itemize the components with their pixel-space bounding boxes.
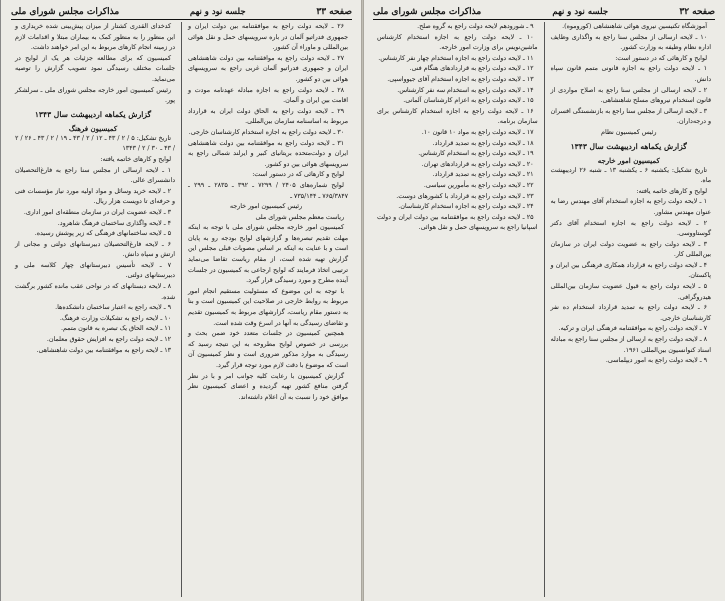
paragraph: ۲۳ ـ لایحه دولت راجع به قرارداد با کشورهای دوست. (396, 192, 534, 200)
publication-title: مذاکرات مجلس شورای ملی (373, 6, 482, 17)
paragraph: ۳ ـ لایحه دولت راجع به عضویت دولت ایران در سازمان بین‌المللی کار. (550, 240, 711, 259)
paragraph: ۱۸ ـ لایحه دولت راجع به تمدید قرارداد. (432, 139, 534, 147)
column-divider (181, 22, 182, 597)
paragraph: ۱۹ ـ لایحه دولت راجع به استخدام کارشناس. (418, 150, 534, 158)
paragraph: ۲ ـ لایحه دولت راجع به اجازه استخدام آقای دکتر گوستاووسی. (550, 219, 711, 238)
session-label: جلسه نود و نهم (552, 6, 609, 17)
paragraph: لوایح شماره‌های ۲۴۰۵ / ۷۲۹۹ ـ ۳۹۲ ـ ۲۸۳۵ ـ ۲۹۹ ـ ۷۶۵/۳۸۴۷ ـ ۷۳۵/۱۴۴ ـ (188, 181, 348, 200)
paragraph: کمیسیون امور خارجه مجلس شورای ملی با توجه به اینکه مهلت تقدیم تبصره‌ها و گزارشهای لوایح بودجه رو به پایان است و با عنایت به اینکه بر اساس مصوبات قبلی مجلس این گزارش تهیه شده است، از مقام ریاست تقاضا می‌نماید ترتیبی اتخاذ فرمایند که لوایح ارجاعی به کمیسیون در جلسات آینده مطرح و مورد رسیدگی قرار گیرد. (188, 224, 348, 285)
column-left (11, 22, 179, 597)
paragraph: ۲۶ ـ لایحه دولت راجع به موافقتنامه بین دولت ایران و جمهوری فدراتیو آلمان در باره سرویسهای حمل و نقل هوائی بین‌المللی و ماوراء آن کشور. (188, 23, 348, 52)
paragraph: ۱ ـ لایحه ارسالی از مجلس سنا راجع به فارغ‌التحصیلان دانشسرای عالی. (15, 166, 175, 185)
paragraph: ۱ ـ لایحه دولت راجع به اجازه قانونی متمم قانون سپاه دانش. (550, 65, 711, 83)
paragraph: گزارش کمیسیون با رعایت کلیه جوانب امر و با در نظر گرفتن منافع کشور تهیه گردیده و اعضای کمیسیون نظر موافق خود را نسبت به آن اعلام داشته‌اند. (188, 372, 348, 401)
paragraph: کدخدای القدری کشتار از میزان پیش‌بینی شده خریداری و این منظور را به منظور کمک به بیماران مبتلا و اقدامات لازم در زمینه انجام کارهای مربوط به این امر خواهند داشت. (15, 23, 175, 52)
paragraph: ۴ ـ لایحه دولت راجع به قرارداد همکاری فرهنگی بین ایران و پاکستان. (550, 261, 711, 280)
paragraph: ۸ ـ لایحه دولت راجع به ارسالی از مجلس سنا راجع به مبادله اسناد کنوانسیون بین‌المللی ۱۹۶۱. (550, 336, 711, 354)
paragraph: ۱۱ ـ لایحه دولت راجع به اجازه استخدام چهار نفر کارشناس. (378, 54, 534, 62)
paragraph: ۵ ـ لایحه دولت راجع به قبول عضویت سازمان بین‌المللی هیدروگرافی. (550, 283, 711, 301)
paragraph: ۱۷ ـ لایحه دولت راجع به مواد ۱۰ قانون ۱۰. (421, 128, 534, 136)
paragraph: ۴ ـ لایحه واگذاری ساختمان فرهنگ شاهرود. (57, 219, 171, 227)
paragraph: ۹ ـ لایحه راجع به اعتبار ساختمان دانشکده‌ها. (55, 304, 171, 312)
paragraph: ۲ ـ لایحه ارسالی از مجلس سنا راجع به اصلاح مواردی از قانون استخدام نیروهای مسلح شاهنشاهی. (550, 86, 711, 105)
paragraph: ۳۱ ـ لایحه دولت راجع به موافقتنامه بین دولت شاهنشاهی ایران و دولت‌متحده بریتانیای کبیر و ایرلند شمالی راجع به سرویسهای هوائی بین دو کشور. (188, 139, 348, 168)
column-left (373, 22, 542, 597)
paragraph: ۱۲ ـ لایحه دولت راجع به افزایش حقوق معلمان. (46, 336, 171, 344)
paragraph: لوایح و کارهای خاتمه یافته: (100, 155, 171, 163)
publication-title: مذاکرات مجلس شورای ملی (11, 6, 120, 17)
paragraph: لوایح و کارهائی که در دستور است: (252, 171, 344, 179)
paragraph: ۲۵ ـ لایحه دولت راجع به موافقتنامه بین دولت ایران و دولت اسپانیا راجع به سرویسهای حمل و نقل هوائی. (377, 213, 538, 232)
page-header (11, 6, 352, 20)
paragraph: ۱۳ ـ لایحه راجع به موافقتنامه بین دولت شاهنشاهی. (36, 346, 171, 354)
paragraph: ۳ ـ لایحه ارسالی از مجلس سنا راجع به بازنشستگی افسران و درجه‌داران. (550, 107, 711, 126)
right-page (363, 0, 725, 601)
paragraph: ۳۰ ـ لایحه دولت راجع به اجازه استخدام کارشناسان خارجی. (188, 128, 344, 136)
paragraph: ۳ ـ لایحه عضویت ایران در سازمان منطقه‌ای امور اداری. (23, 208, 171, 216)
paragraph: ۹ ـ شورودهم لایحه دولت راجع به گروه صلح. (417, 23, 534, 30)
paragraph: با توجه به این موضوع که مسئولیت مستقیم انجام امور مربوط به روابط خارجی در صلاحیت این کمیسیون است و بنا به دستور مقام ریاست، گزارشهای مربوط به کمیسیون تقدیم و تقاضای رسیدگی به آنها در اسرع وقت شده است. (188, 287, 348, 327)
paragraph: ۷ ـ لایحه دولت راجع به موافقتنامه فرهنگی ایران و ترکیه. (558, 325, 707, 333)
paragraph: ۲۸ ـ لایحه دولت راجع به اجازه مبادله عهدنامه مودت و اقامت بین ایران و آلمان. (188, 86, 348, 105)
paragraph: ۲۰ ـ لایحه دولت راجع به قراردادهای تهران. (421, 160, 534, 168)
paragraph: ۸ ـ لایحه دبستانهای که در نواحی عقب مانده کشور برگشت شده. (15, 283, 175, 301)
paragraph: آموزشگاه تکنیسین نیروی هوائی شاهنشاهی (کوروموه). (562, 23, 707, 30)
column-right (547, 22, 716, 597)
paragraph: ۱۰ ـ لایحه راجع به تشکیلات وزارت فرهنگ. (59, 314, 171, 322)
paragraph: ۶ ـ لایحه دولت راجع به تمدید قرارداد استخدام ده نفر کارشناسان خارجی. (550, 304, 711, 322)
page-header (373, 6, 715, 20)
paragraph: رئیس کمیسیون امور خارجه مجلس شورای ملی ـ سرلشکر پور. (15, 86, 175, 105)
paragraph: ۶ ـ لایحه فارغ‌التحصیلان دبیرستانهای دولتی و مجانی از ارتش و سپاه دانش. (15, 240, 175, 259)
text-columns (373, 22, 715, 597)
page-number: صفحه ۳۳ (316, 6, 352, 17)
paragraph: ۱۰ ـ لایحه دولت راجع به اجازه استخدام کارشناس ماشین‌نویس برای وزارت امور خارجه. (377, 33, 538, 52)
paragraph: ۲۴ ـ لایحه دولت راجع به اجازه استخدام کارشناسان. (398, 203, 534, 211)
paragraph: ۱ ـ لایحه دولت راجع به اجازه استخدام آقای مهندس رضا به عنوان مهندس مشاور. (550, 198, 711, 216)
paragraph: ۹ ـ لایحه دولت راجع به امور دیپلماسی. (605, 357, 707, 365)
column-divider (544, 22, 545, 597)
section-subheading: کمیسیون امور خارجه (597, 155, 660, 165)
paragraph: ۱۶ ـ لایحه دولت راجع به اجازه استخدام کارشناس برای سازمان برنامه. (377, 107, 538, 126)
paragraph: ۱۴ ـ لایحه دولت راجع به استخدام سه نفر کارشناس. (397, 86, 534, 94)
paragraph: ۲۹ ـ لایحه دولت راجع به الحاق دولت ایران به قرارداد مربوط به اساسنامه سازمان بین‌المللی. (188, 107, 348, 126)
section-heading: گزارش یکماهه اردیبهشت سال ۱۳۴۳ (34, 109, 152, 119)
paragraph: ۲۱ ـ لایحه دولت راجع به تمدید قرارداد. (432, 171, 534, 179)
paragraph: ۲۷ ـ لایحه دولت راجع به موافقتنامه بین دولت شاهنشاهی ایران و جمهوری فدراتیو آلمان غربی راجع به سرویسهای هوائی بین دو کشور. (188, 54, 348, 83)
text-columns (11, 22, 352, 597)
paragraph: ۵ ـ لایحه ساختمانهای فرهنگی که زیر پوشش رسیده. (34, 230, 171, 238)
column-right (184, 22, 352, 597)
paragraph: ریاست معظم مجلس شورای ملی (255, 213, 344, 221)
paragraph: ۱۵ ـ لایحه دولت راجع به اعزام کارشناسان آلمانی. (403, 97, 534, 105)
paragraph: ۱۳ ـ لایحه دولت راجع به اجازه استخدام آقای جیوواسپی. (387, 75, 534, 83)
paragraph: ۱۲ ـ لایحه دولت راجع به قراردادهای هنگام فنی. (409, 65, 534, 73)
paragraph: ۲ ـ لایحه خرید وسائل و مواد اولیه مورد نیاز مؤسسات فنی و حرفه‌ای تا دویست هزار ریال. (15, 187, 175, 206)
paragraph: ۱۰ ـ لایحه ارسالی از مجلس سنا راجع به واگذاری وظایف اداره نظام وظیفه به وزارت کشور. (550, 33, 711, 52)
paragraph: ۲۲ ـ لایحه دولت راجع به مأمورین سیاسی. (423, 181, 534, 189)
paragraph: رئیس کمیسیون نظام (601, 128, 657, 136)
paragraph: رئیس کمیسیون امور خارجه (229, 203, 303, 211)
section-heading: گزارش یکماهه اردیبهشت سال ۱۳۴۳ (570, 141, 687, 151)
paragraph: لوایح و کارهائی که در دستور است: (615, 54, 707, 62)
paragraph: لوایح و کارهای خاتمه یافته: (636, 187, 707, 195)
paragraph: تاریخ تشکیل: یکشنبه ۶ ـ یکشنبه ۱۳ ـ شنبه ۲۶ اردیبهشت ماه. (550, 166, 711, 185)
page-number: صفحه ۳۲ (679, 6, 715, 17)
section-subheading: کمیسیون فرهنگ (68, 123, 118, 133)
paragraph: کمیسیون که برای مطالعه جزئیات هر یک از لوایح در جلسات مختلف رسیدگی نمود تصویب گزارش را توصیه می‌نماید. (15, 54, 175, 83)
session-label: جلسه نود و نهم (189, 6, 246, 17)
left-page (0, 0, 362, 601)
paragraph: ۱۱ ـ لایحه الحاق یک تبصره به قانون متمم. (60, 325, 171, 333)
paragraph: ۷ ـ لایحه تأسیس دبیرستانهای چهار کلاسه ملی و دبیرستانهای دولتی. (15, 261, 175, 280)
paragraph: تاریخ تشکیل: ۵ / ۲ / ۴۳ ـ ۱۲ / ۲ / ۴۳ ـ ۱۹ / ۲ / ۴۳ ـ ۲۶ / ۲ / ۴۳ ـ ۳۰ / ۲ / ۱۳۴۳ (15, 134, 175, 153)
paragraph: همچنین کمیسیون در جلسات متعدد خود ضمن بحث و بررسی در خصوص لوایح مطروحه به این نتیجه رسید که رسیدگی به موارد مذکور ضروری است و نظر کمیسیون آن است که موضوع با دقت لازم مورد توجه قرار گیرد. (188, 330, 348, 369)
